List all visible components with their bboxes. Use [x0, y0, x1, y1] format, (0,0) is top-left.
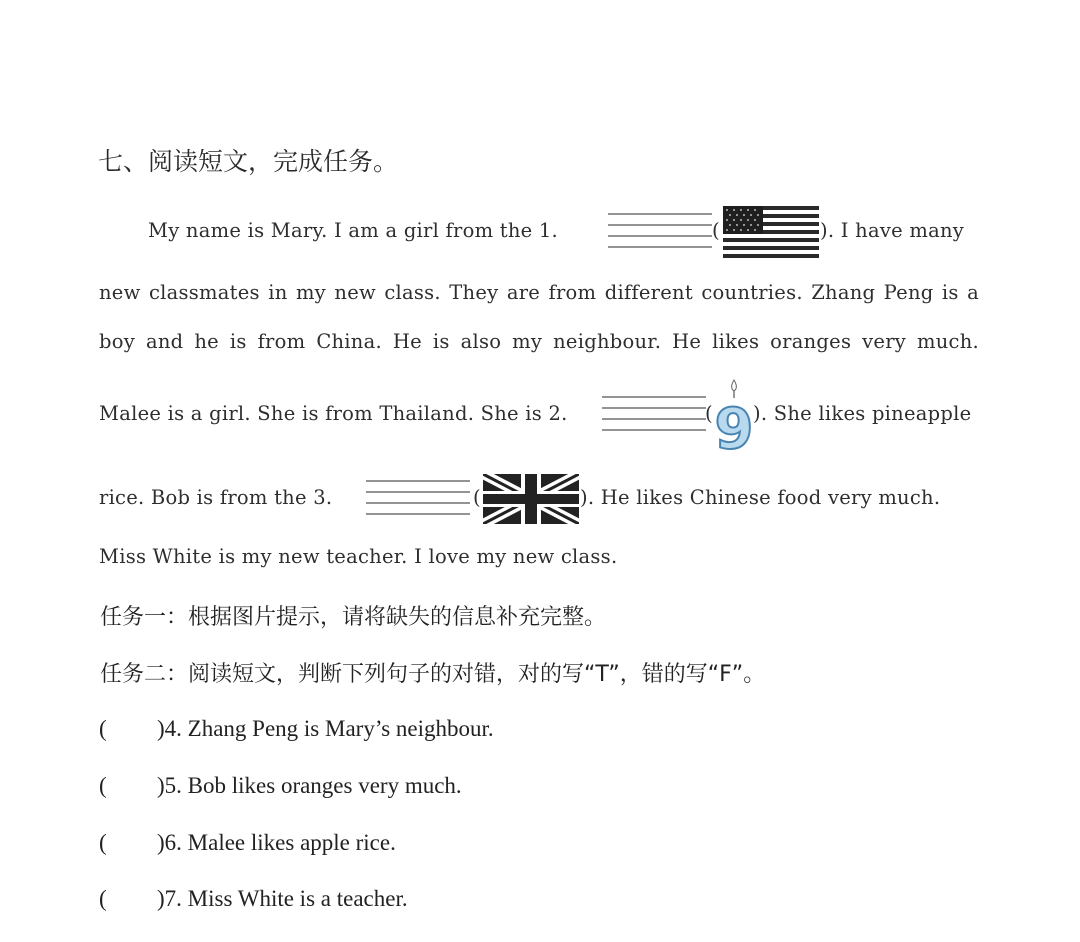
task-one-instruction: 任务一：根据图片提示，请将缺失的信息补充完整。 — [100, 605, 607, 630]
uk-flag-icon — [483, 474, 579, 524]
question-4-text: )4. Zhang Peng is Mary’s neighbour. — [157, 716, 494, 741]
passage-line-3: boy and he is from China. He is also my neighbour. He likes oranges very much. — [99, 330, 979, 353]
passage-line-1-start: My name is Mary. I am a girl from the 1. — [148, 219, 558, 242]
passage-line-5-end: ). He likes Chinese food very much. — [580, 486, 941, 509]
passage-line-1-end: ). I have many — [820, 219, 965, 242]
answer-paren-7[interactable]: ( — [99, 886, 107, 911]
answer-paren-4[interactable]: ( — [99, 716, 107, 741]
number-9-candle-icon — [713, 378, 755, 454]
passage-line-6: Miss White is my new teacher. I love my new class. — [99, 545, 618, 568]
passage-line-4-start: Malee is a girl. She is from Thailand. She is 2. — [99, 402, 568, 425]
us-flag-icon — [723, 206, 819, 258]
question-7-text: )7. Miss White is a teacher. — [157, 886, 408, 911]
section-heading: 七、阅读短文，完成任务。 — [98, 147, 399, 176]
question-5 — [99, 773, 462, 799]
passage-line-5-start: rice. Bob is from the 3. — [99, 486, 333, 509]
paren-open-2: ( — [705, 402, 713, 425]
question-6-text: )6. Malee likes apple rice. — [157, 830, 396, 855]
answer-paren-5[interactable]: ( — [99, 773, 107, 798]
candle-digit: 9 — [714, 397, 754, 454]
question-7 — [99, 886, 408, 912]
question-4 — [99, 716, 494, 742]
paren-open-1: ( — [712, 219, 720, 242]
task-two-instruction: 任务二：阅读短文，判断下列句子的对错，对的写“T”，错的写“F”。 — [100, 662, 766, 687]
answer-paren-6[interactable]: ( — [99, 830, 107, 855]
question-5-text: )5. Bob likes oranges very much. — [157, 773, 462, 798]
answer-blank-1[interactable] — [608, 210, 712, 250]
answer-blank-3[interactable] — [366, 477, 470, 517]
passage-line-4-end: ). She likes pineapple — [753, 402, 972, 425]
answer-blank-2[interactable] — [602, 393, 706, 433]
question-6 — [99, 830, 396, 856]
passage-line-2: new classmates in my new class. They are from different countries. Zhang Peng is a — [99, 281, 979, 304]
paren-open-3: ( — [473, 486, 481, 509]
